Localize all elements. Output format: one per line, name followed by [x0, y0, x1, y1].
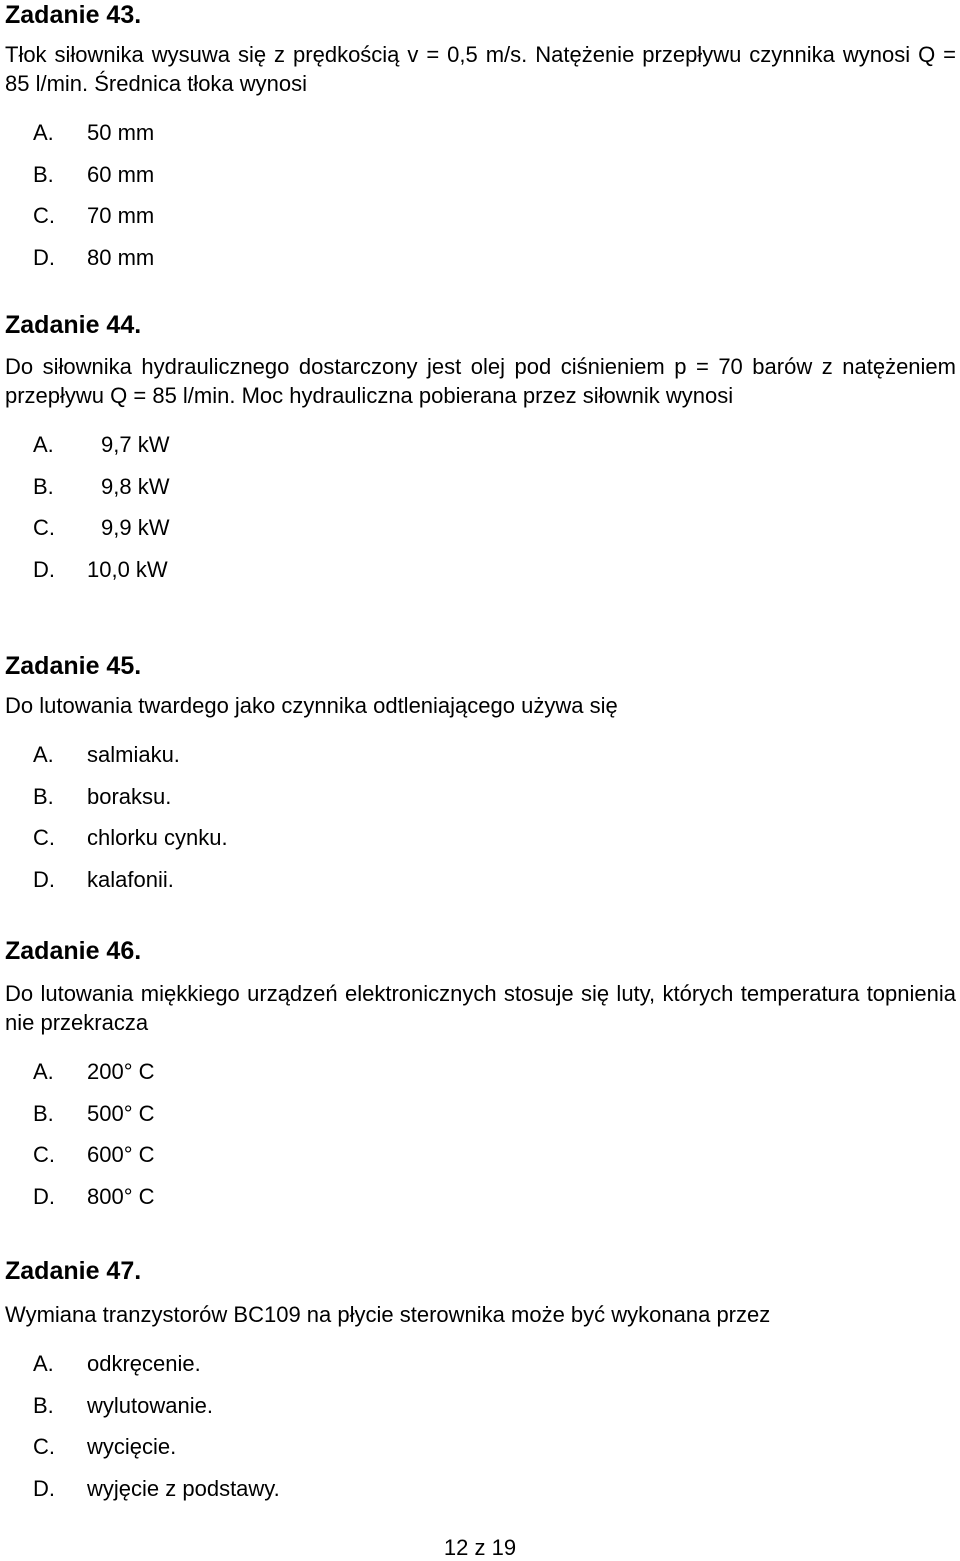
answer-text: odkręcenie.	[87, 1351, 201, 1376]
answer-text: 500° C	[87, 1100, 155, 1126]
answer-list	[5, 1057, 956, 1211]
task-question: Do siłownika hydraulicznego dostarczony jest olej pod ciśnieniem p = 70 barów z natężeniem przepływu Q = 85 l/min. Moc hydrauliczna pobierana przez siłownik wynosi	[5, 354, 956, 408]
task-question: Do lutowania twardego jako czynnika odtleniającego używa się	[5, 693, 618, 718]
answer-letter: A.	[33, 120, 54, 145]
answer-option-d	[5, 1474, 956, 1503]
task-question: Do lutowania miękkiego urządzeń elektronicznych stosuje się luty, których temperatura topnienia nie przekracza	[5, 981, 956, 1035]
answer-option-c	[5, 1432, 956, 1461]
answer-letter: D.	[33, 1183, 55, 1209]
answer-option-c	[5, 1140, 956, 1169]
answer-text: 9,8 kW	[101, 473, 170, 499]
answer-option-c	[5, 823, 956, 852]
answer-option-b	[5, 1391, 956, 1420]
answer-text: 9,7 kW	[101, 432, 170, 457]
answer-letter: C.	[33, 825, 55, 850]
task-title: Zadanie 47.	[5, 1257, 142, 1285]
answer-letter: D.	[33, 244, 55, 270]
answer-text: wyjęcie z podstawy.	[87, 1475, 280, 1501]
task-45	[5, 651, 956, 906]
task-question: Tłok siłownika wysuwa się z prędkością v = 0,5 m/s. Natężenie przepływu czynnika wynosi Q = 85 l/min. Średnica tłoka wynosi	[5, 42, 956, 96]
answer-option-a	[5, 1057, 956, 1086]
answer-option-b	[5, 782, 956, 811]
answer-letter: B.	[33, 473, 54, 499]
answer-letter: C.	[33, 203, 55, 228]
answer-text: 200° C	[87, 1059, 155, 1084]
answer-text: 600° C	[87, 1142, 155, 1167]
task-title: Zadanie 43.	[5, 1, 142, 29]
answer-letter: B.	[33, 161, 54, 187]
answer-letter: B.	[33, 1100, 54, 1126]
answer-letter: A.	[33, 432, 54, 457]
answer-text: 10,0 kW	[87, 556, 168, 582]
page-number: 12 z 19	[443, 1535, 517, 1560]
answer-letter: C.	[33, 1434, 55, 1459]
task-43	[5, 0, 956, 284]
answer-text: chlorku cynku.	[87, 825, 228, 850]
task-question: Wymiana tranzystorów BC109 na płycie sterownika może być wykonana przez	[5, 1302, 771, 1327]
answer-text: 70 mm	[87, 203, 155, 228]
answer-option-d	[5, 555, 956, 584]
answer-text: 60 mm	[87, 161, 155, 187]
answer-letter: C.	[33, 515, 55, 540]
task-title: Zadanie 44.	[5, 311, 142, 339]
answer-list	[5, 1349, 956, 1503]
answer-option-c	[5, 513, 956, 542]
answer-text: salmiaku.	[87, 742, 180, 767]
answer-option-b	[5, 472, 956, 501]
answer-text: wylutowanie.	[87, 1392, 213, 1418]
answer-text: 800° C	[87, 1183, 155, 1209]
answer-option-b	[5, 160, 956, 189]
answer-text: boraksu.	[87, 783, 172, 809]
answer-option-c	[5, 201, 956, 230]
task-title: Zadanie 46.	[5, 937, 142, 965]
answer-list	[5, 430, 956, 584]
answer-option-a	[5, 430, 956, 459]
task-title: Zadanie 45.	[5, 652, 142, 680]
answer-letter: D.	[33, 556, 55, 582]
answer-letter: A.	[33, 1059, 54, 1084]
answer-option-a	[5, 118, 956, 147]
answer-letter: B.	[33, 783, 54, 809]
answer-letter: D.	[33, 866, 55, 892]
answer-option-d	[5, 1182, 956, 1211]
task-47	[5, 1256, 956, 1515]
answer-text: wycięcie.	[87, 1434, 177, 1459]
answer-list	[5, 118, 956, 272]
task-44	[5, 310, 956, 596]
task-46	[5, 936, 956, 1223]
answer-option-d	[5, 865, 956, 894]
answer-text: 9,9 kW	[101, 515, 170, 540]
answer-text: kalafonii.	[87, 866, 174, 892]
answer-letter: A.	[33, 742, 54, 767]
answer-option-a	[5, 1349, 956, 1378]
answer-list	[5, 740, 956, 894]
answer-text: 80 mm	[87, 244, 155, 270]
answer-option-a	[5, 740, 956, 769]
answer-option-b	[5, 1099, 956, 1128]
answer-letter: B.	[33, 1392, 54, 1418]
answer-letter: C.	[33, 1142, 55, 1167]
answer-option-d	[5, 243, 956, 272]
answer-text: 50 mm	[87, 120, 155, 145]
answer-letter: D.	[33, 1475, 55, 1501]
answer-letter: A.	[33, 1351, 54, 1376]
